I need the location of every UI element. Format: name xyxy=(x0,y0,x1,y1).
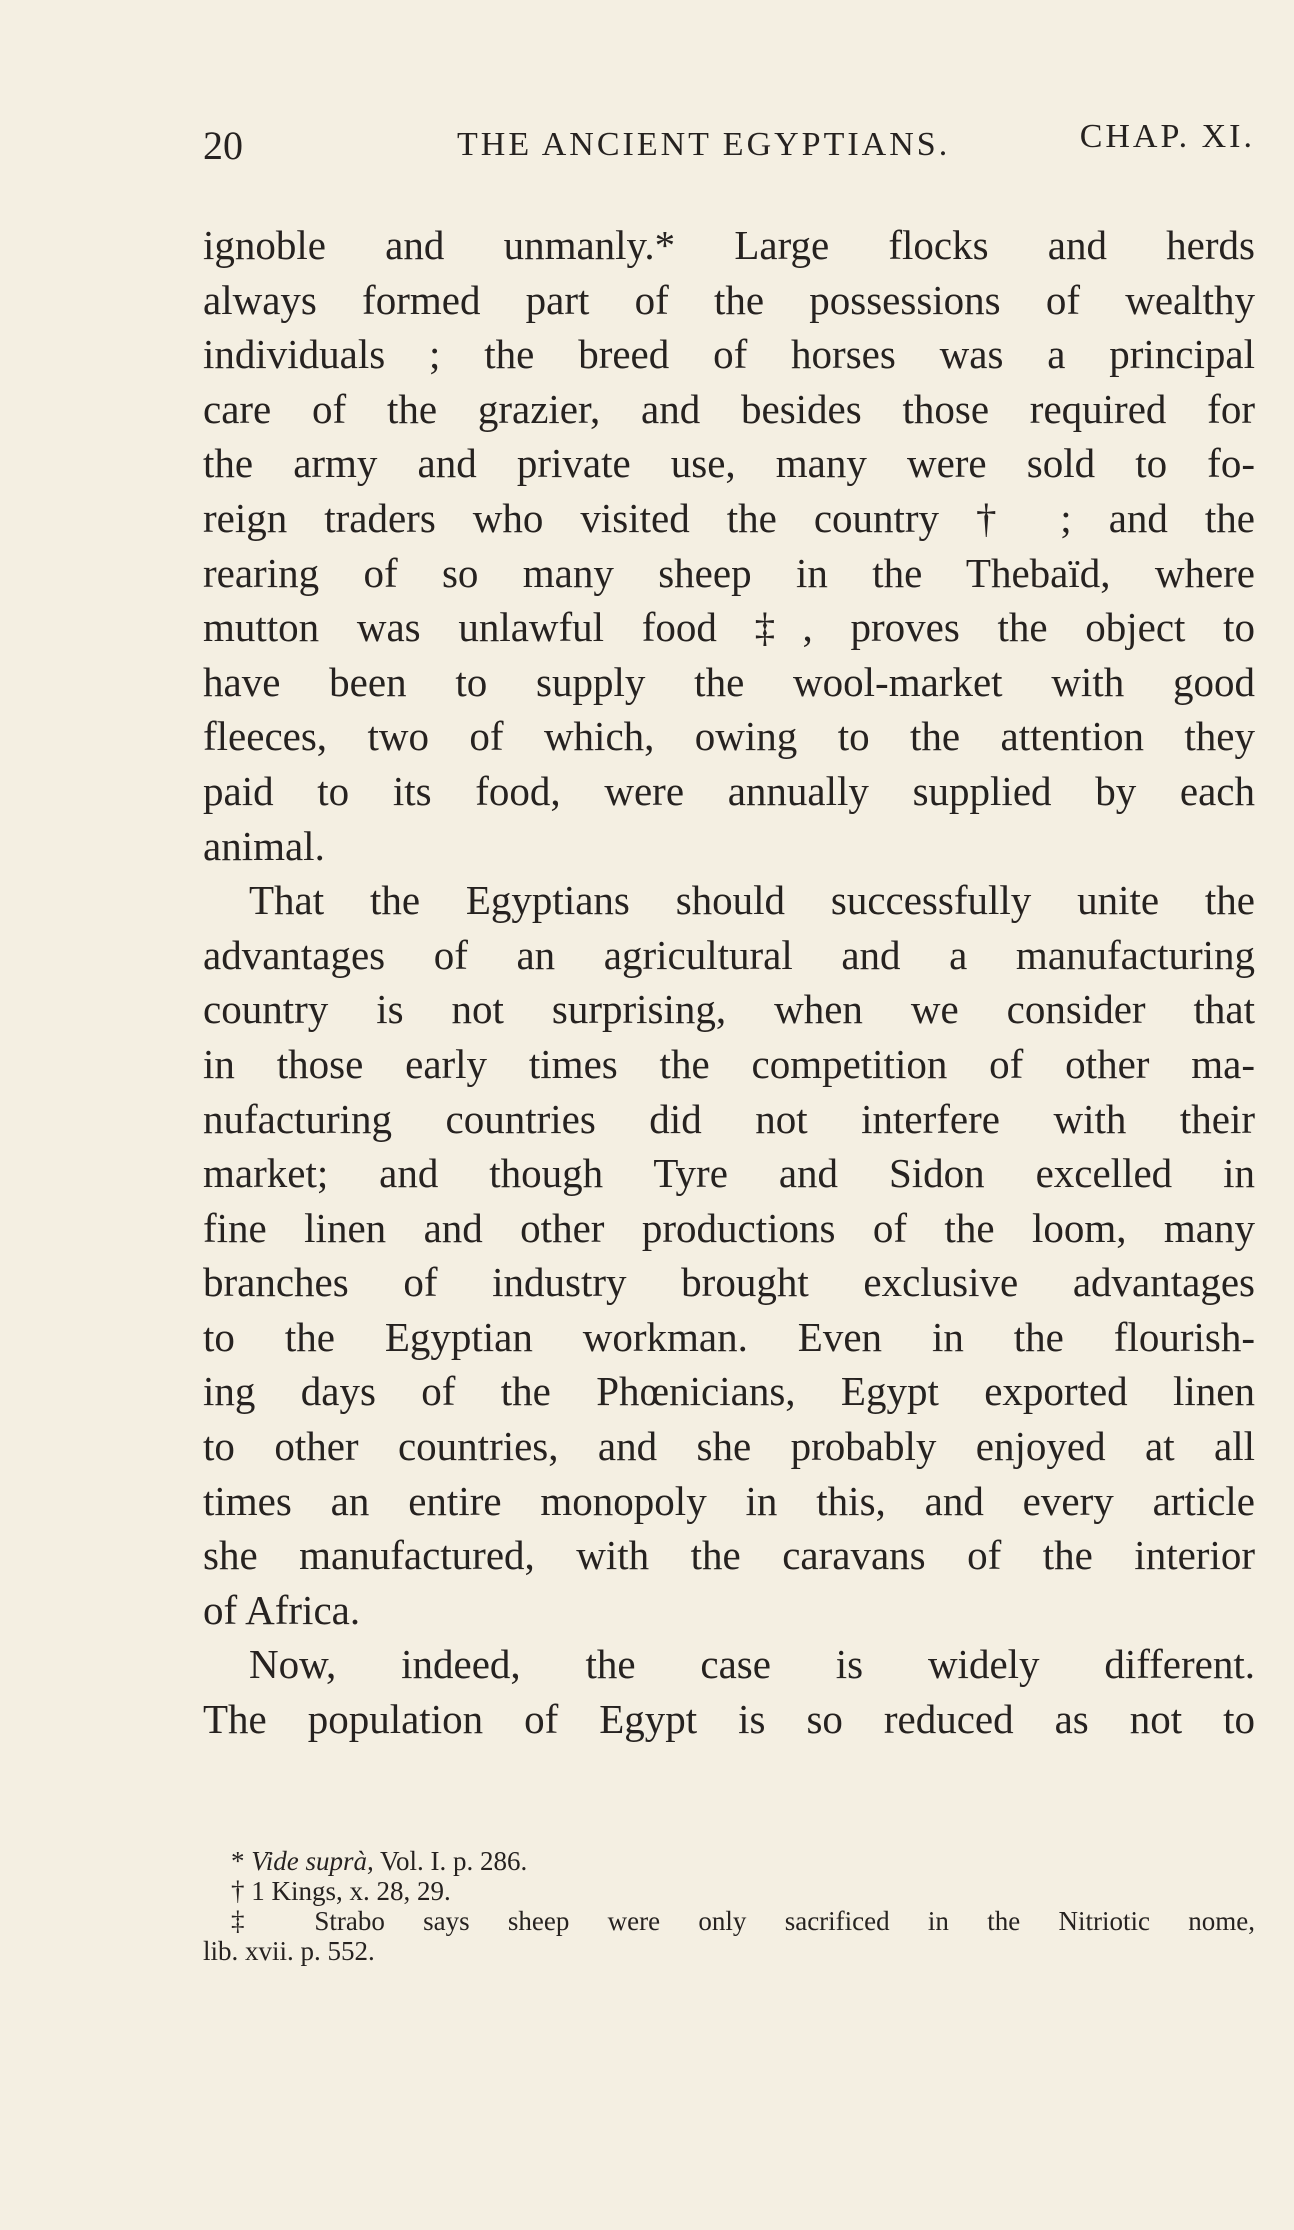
text-line: fine linen and other productions of the loom, many xyxy=(203,1204,1255,1251)
page-header xyxy=(203,118,1255,178)
text-line: care of the grazier, and besides those required for xyxy=(203,385,1255,432)
footnote-1 xyxy=(203,1846,1255,1876)
footnote-text: Vol. I. p. 286. xyxy=(380,1846,528,1876)
body-text xyxy=(203,218,1255,1747)
text-line: ing days of the Phœnicians, Egypt exported linen xyxy=(203,1368,1255,1415)
text-line: have been to supply the wool-market with good xyxy=(203,658,1255,705)
text-line: of Africa. xyxy=(203,1586,361,1633)
text-line: rearing of so many sheep in the Thebaïd, where xyxy=(203,549,1255,596)
footnote-italic: Vide suprà, xyxy=(251,1846,374,1876)
page-number: 20 xyxy=(203,123,243,168)
text-line: to other countries, and she probably enjoyed at all xyxy=(203,1423,1255,1470)
footnote-3-continued: lib. xvii. p. 552. xyxy=(203,1936,375,1966)
text-line: animal. xyxy=(203,822,325,869)
text-line: fleeces, two of which, owing to the attention they xyxy=(203,713,1255,760)
running-title: THE ANCIENT EGYPTIANS. xyxy=(457,126,951,163)
paragraph-start: Now, indeed, the case is widely different. xyxy=(249,1641,1255,1688)
footnotes xyxy=(203,1846,1255,1966)
text-line: the army and private use, many were sold to fo- xyxy=(203,440,1255,487)
text-line: The population of Egypt is so reduced as not to xyxy=(203,1696,1255,1743)
footnote-marker: * xyxy=(231,1846,245,1876)
text-line: country is not surprising, when we consider that xyxy=(203,986,1255,1033)
text-line: ignoble and unmanly.* Large flocks and herds xyxy=(203,222,1255,268)
text-line: times an entire monopoly in this, and every article xyxy=(203,1477,1255,1524)
text-line: market; and though Tyre and Sidon excelled in xyxy=(203,1150,1255,1197)
text-line: always formed part of the possessions of wealthy xyxy=(203,276,1255,323)
footnote-2: † 1 Kings, x. 28, 29. xyxy=(231,1876,451,1906)
text-line: branches of industry brought exclusive advantages xyxy=(203,1259,1255,1306)
text-line: reign traders who visited the country † ; and the xyxy=(203,494,1255,541)
text-line: paid to its food, were annually supplied by each xyxy=(203,767,1255,814)
chapter-label: CHAP. XI. xyxy=(1079,118,1255,155)
text-line: in those early times the competition of other ma- xyxy=(203,1040,1255,1087)
paragraph-start: That the Egyptians should successfully unite the xyxy=(249,877,1255,924)
footnote-3: ‡ Strabo says sheep were only sacrificed in the Nitriotic nome, xyxy=(231,1906,1255,1936)
text-line: nufacturing countries did not interfere with their xyxy=(203,1095,1255,1142)
text-line: to the Egyptian workman. Even in the flourish- xyxy=(203,1313,1255,1360)
text-line: advantages of an agricultural and a manufacturing xyxy=(203,931,1255,978)
text-line: she manufactured, with the caravans of the interior xyxy=(203,1532,1255,1579)
text-line: individuals ; the breed of horses was a principal xyxy=(203,331,1255,378)
text-line: mutton was unlawful food ‡, proves the object to xyxy=(203,604,1255,651)
